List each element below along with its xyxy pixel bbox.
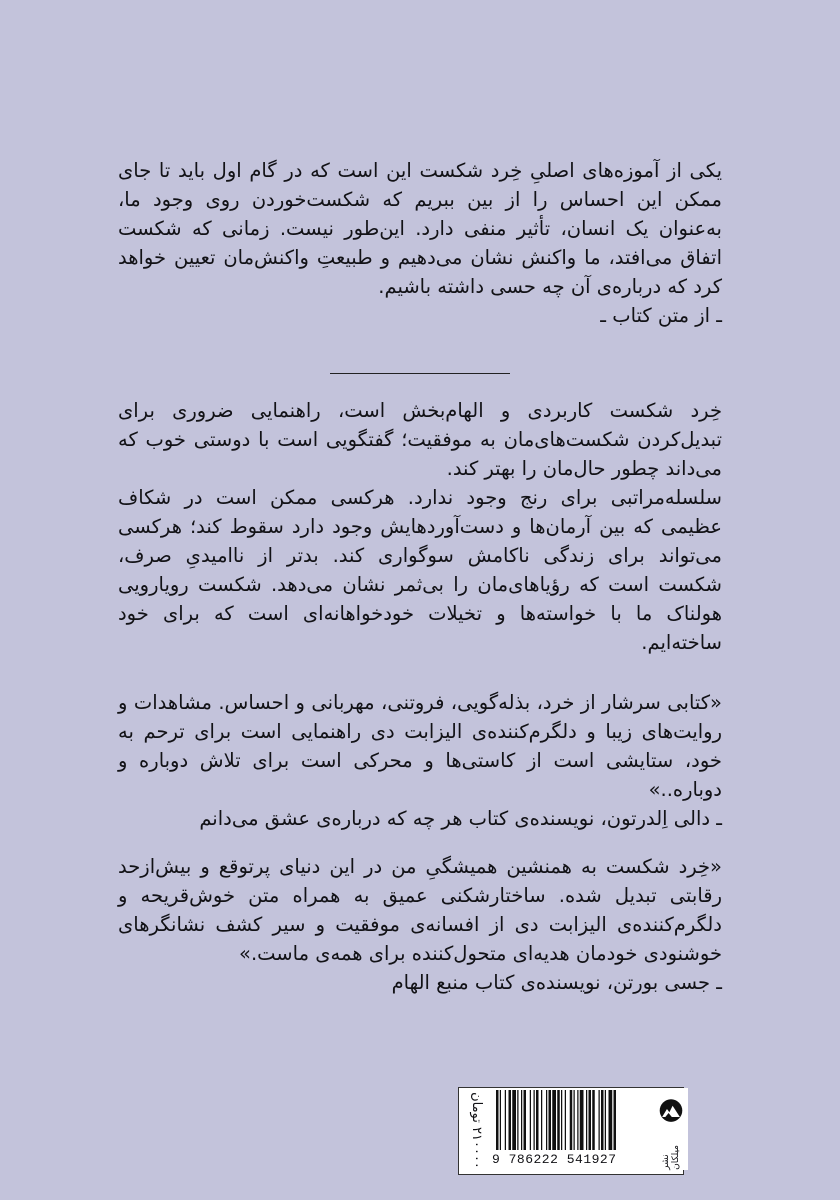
publisher-logo: [654, 1088, 688, 1170]
price-label: [460, 1092, 492, 1168]
excerpt-attribution: ـ از متن کتاب ـ: [600, 304, 722, 327]
excerpt-paragraph: یکی از آموزه‌های اصلیِ خِرد شکست این است که در گام اول باید تا جای ممکن این احساس را از بین ببریم که شکست‌خوردن روی وجود ما، به‌عنوان یک انسان، تأثیر منفی دارد. این‌طور نیست. زمانی که شکست اتفاق می‌افتد، ما واکنش نشان می‌دهیم و طبیعتِ واکنش‌مان تعیین خواهد کرد که درباره‌ی آن چه حسی داشته باشیم.: [118, 159, 722, 298]
publisher-name: نشر میلکان: [661, 1145, 681, 1170]
mountain-logo-icon: [656, 1088, 686, 1133]
barcode-icon: [494, 1090, 654, 1150]
quote-attribution: ـ جسی بورتن، نویسنده‌ی کتاب منبع الهام: [391, 971, 722, 994]
quote-attribution: ـ دالی اِلدرتون، نویسنده‌ی کتاب هر چه که درباره‌ی عشق می‌دانم: [199, 807, 722, 830]
section-divider: [330, 373, 510, 374]
review-quote-2: [118, 852, 722, 997]
review-quote-1: [118, 688, 722, 833]
description-paragraph-2: سلسله‌مراتبی برای رنج وجود ندارد. هرکسی ممکن است در شکاف عظیمی که بین آرمان‌ها و دست‌آوردهایش وجود دارد سقوط کند؛ هرکسی می‌تواند برای زندگی ناکامش سوگواری کند. بدتر از ناامیدیِ صرف، شکست است که رؤیاهای‌مان را بی‌ثمر نشان می‌دهد. شکست رویارویی هولناک ما با خواسته‌ها و تخیلات خودخواهانه‌ای است که برای خود ساخته‌ایم.: [118, 486, 722, 654]
description-paragraph-1: خِرد شکست کاربردی و الهام‌بخش است، راهنمایی ضروری برای تبدیل‌کردن شکست‌های‌مان به موفقیت؛ گفتگویی است با دوستی خوب که می‌داند چطور حال‌مان را بهتر کند.: [118, 399, 722, 480]
description-section: [118, 396, 722, 657]
quote-text: «خِرد شکست به همنشین همیشگیِ من در این دنیای پرتوقع و بیش‌ازحد رقابتی تبدیل شده. ساختارشکنی عمیق به همراه متن خوش‌قریحه و دلگرم‌کننده‌ی الیزابت دی از افسانه‌ی موفقیت و سیر کشف نشانگرهای خوشنودی خودمان هدیه‌ای متحول‌کننده برای همه‌ی ماست.»: [118, 855, 722, 965]
quote-text: «کتابی سرشار از خرد، بذله‌گویی، فروتنی، مهربانی و احساس. مشاهدات و روایت‌های زیبا و دلگرم‌کننده‌ی الیزابت دی راهنمایی است برای ترحم به خود، ستایشی است از کاستی‌ها و محرکی است برای تلاش دوباره و دوباره..»: [118, 691, 722, 801]
price-text: ۲۱۰۰۰۰ تومان: [468, 1091, 484, 1169]
excerpt-section: [118, 156, 722, 330]
isbn-digits: 9 786222 541927: [492, 1152, 617, 1167]
